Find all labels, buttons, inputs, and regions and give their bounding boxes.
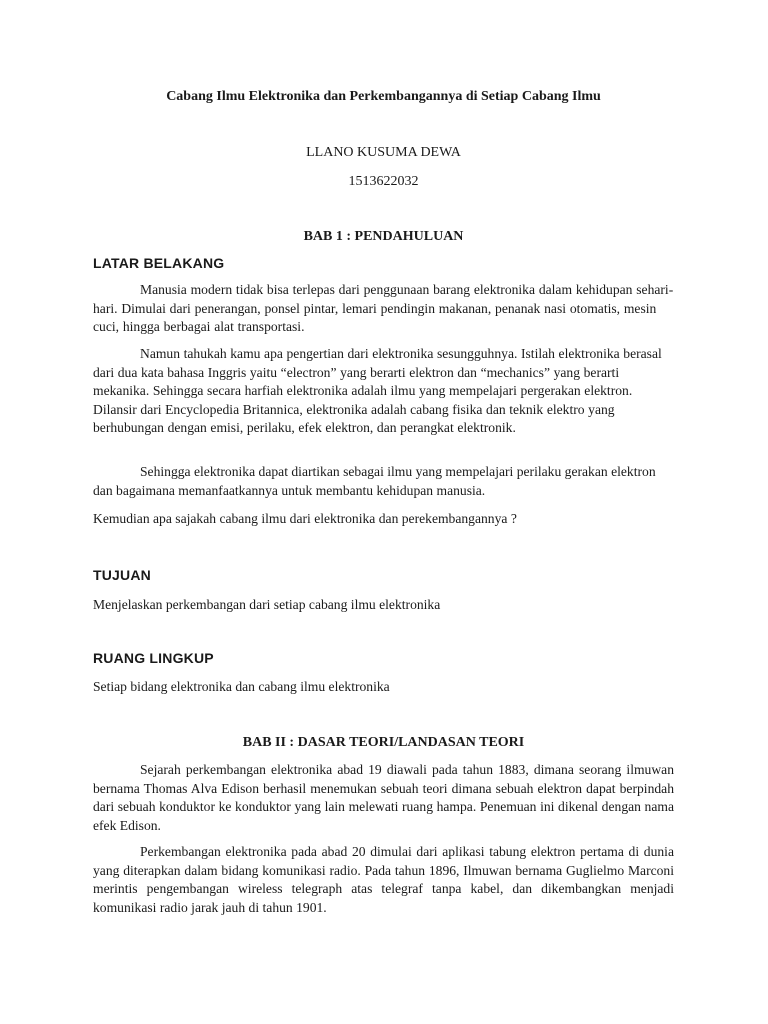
bab2-paragraph-2: Perkembangan elektronika pada abad 20 dimulai dari aplikasi tabung elektron pertama di dunia yang diterapkan dalam bidang komunikasi radio. Pada tahun 1896, Ilmuwan bernama Guglielmo Marconi merintis pengembangan wireless telegraph atas telegraf tanpa kabel, dan dikembangkan menjadi komunikasi radio jarak jauh di tahun 1901. — [93, 844, 674, 915]
tujuan-text: Menjelaskan perkembangan dari setiap cabang ilmu elektronika — [93, 597, 441, 612]
bab2-paragraph-1: Sejarah perkembangan elektronika abad 19 diawali pada tahun 1883, dimana seorang ilmuwan bernama Thomas Alva Edison berhasil menemukan sebuah teori dimana sebuah elektron dapat berpindah dari sebuah konduktor ke konduktor yang lain melewati ruang hampa. Penemuan ini dikenal dengan nama efek Edison. — [93, 762, 674, 833]
latar-belakang-heading: LATAR BELAKANG — [93, 255, 225, 271]
tujuan-heading: TUJUAN — [93, 567, 151, 583]
ruang-lingkup-heading: RUANG LINGKUP — [93, 650, 214, 666]
latar-paragraph-2: Namun tahukah kamu apa pengertian dari elektronika sesungguhnya. Istilah elektronika berasal dari dua kata bahasa Inggris yaitu “electron” yang berarti elektron dan “mechanics” yang berarti mekanika. Sehingga secara harfiah elektronika adalah ilmu yang mempelajari pergerakan elektron. Dilansir dari Encyclopedia Britannica, elektronika adalah cabang fisika dan teknik elektro yang berhubungan dengan emisi, perilaku, efek elektron, dan perangkat elektronik. — [93, 346, 662, 436]
author-name: LLANO KUSUMA DEWA — [306, 145, 461, 160]
bab2-title: BAB II : DASAR TEORI/LANDASAN TEORI — [242, 735, 525, 750]
latar-paragraph-1: Manusia modern tidak bisa terlepas dari penggunaan barang elektronika dalam kehidupan sehari-hari. Dimulai dari penerangan, ponsel pintar, lemari pendingin makanan, penanak nasi otomatis, mesin cuci, hingga berbagai alat transportasi. — [93, 282, 674, 335]
student-id: 1513622032 — [348, 174, 419, 189]
ruang-lingkup-text: Setiap bidang elektronika dan cabang ilmu elektronika — [93, 679, 390, 694]
bab1-title: BAB 1 : PENDAHULUAN — [303, 229, 464, 244]
document-title: Cabang Ilmu Elektronika dan Perkembangannya di Setiap Cabang Ilmu — [166, 89, 601, 104]
latar-paragraph-4: Kemudian apa sajakah cabang ilmu dari elektronika dan perekembangannya ? — [93, 511, 517, 526]
latar-paragraph-3: Sehingga elektronika dapat diartikan sebagai ilmu yang mempelajari perilaku gerakan elektron dan bagaimana memanfaatkannya untuk membantu kehidupan manusia. — [93, 464, 656, 498]
document-page — [93, 0, 674, 1024]
